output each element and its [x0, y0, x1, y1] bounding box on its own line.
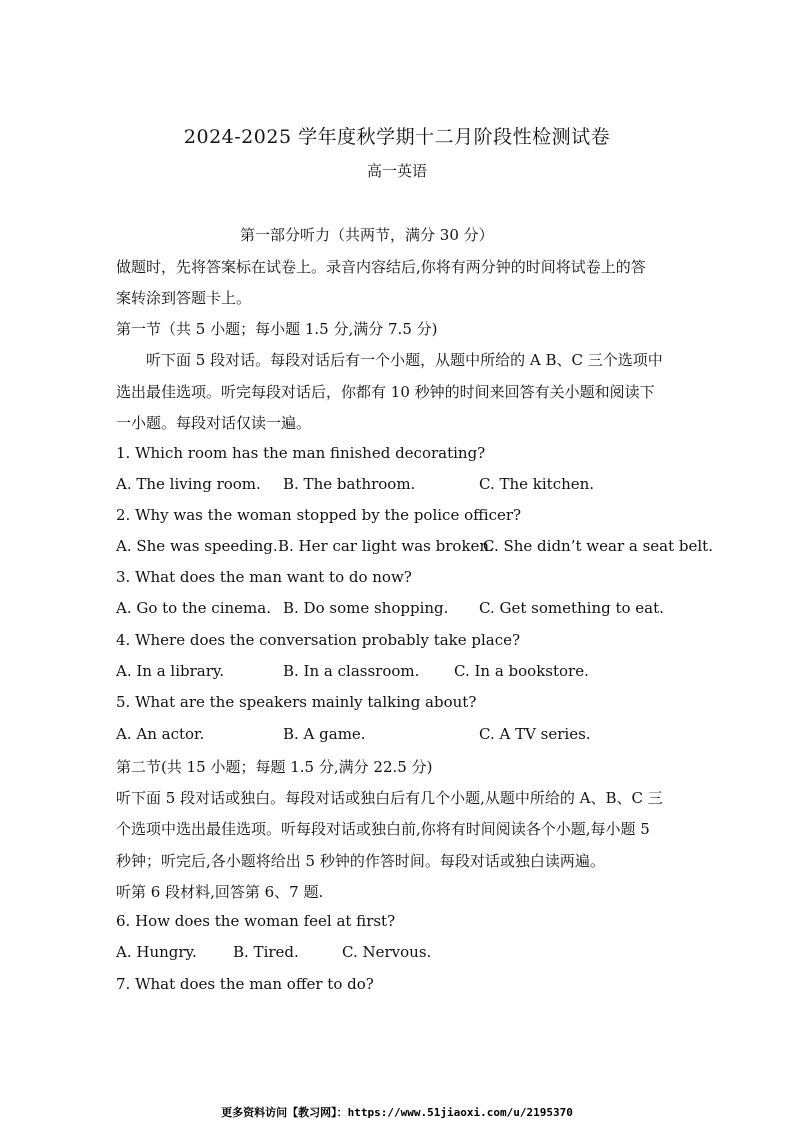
- section-two-heading: 第二节(共 15 小题；每题 1.5 分,满分 22.5 分): [116, 758, 433, 776]
- question-5: 5. What are the speakers mainly talking about?: [116, 693, 477, 711]
- question-4-option-c: C. In a bookstore.: [454, 662, 589, 680]
- intro-line-1: 做题时，先将答案标在试卷上。录音内容结后,你将有两分钟的时间将试卷上的答: [116, 258, 646, 276]
- section-two-instruction-2: 个选项中选出最佳选项。听每段对话或独白前,你将有时间阅读各个小题,每小题 5: [116, 820, 650, 838]
- question-1-option-b: B. The bathroom.: [283, 475, 416, 493]
- question-6-option-c: C. Nervous.: [342, 943, 432, 961]
- question-5-option-b: B. A game.: [283, 725, 366, 743]
- exam-title: 2024-2025 学年度秋学期十二月阶段性检测试卷: [183, 126, 611, 148]
- question-1: 1. Which room has the man finished decorating?: [116, 444, 486, 462]
- part-one-heading: 第一部分听力（共两节，满分 30 分）: [240, 226, 494, 244]
- question-7: 7. What does the man offer to do?: [116, 975, 374, 993]
- question-4-option-a: A. In a library.: [116, 662, 225, 680]
- question-2-option-a: A. She was speeding.: [116, 537, 278, 555]
- material-note: 听第 6 段材料,回答第 6、7 题.: [116, 883, 324, 901]
- section-one-instruction-2: 选出最佳选项。听完每段对话后，你都有 10 秒钟的时间来回答有关小题和阅读下: [116, 383, 655, 401]
- section-two-instruction-3: 秒钟；听完后,各小题将给出 5 秒钟的作答时间。每段对话或独白读两遍。: [116, 852, 605, 870]
- question-2: 2. Why was the woman stopped by the police officer?: [116, 506, 522, 524]
- section-one-instruction-3: 一小题。每段对话仅读一遍。: [116, 414, 312, 432]
- question-3-option-a: A. Go to the cinema.: [116, 599, 271, 617]
- question-1-option-a: A. The living room.: [116, 475, 261, 493]
- question-3-option-b: B. Do some shopping.: [283, 599, 449, 617]
- question-3: 3. What does the man want to do now?: [116, 568, 412, 586]
- question-4-option-b: B. In a classroom.: [283, 662, 420, 680]
- question-3-option-c: C. Get something to eat.: [479, 599, 664, 617]
- question-2-option-c: C. She didn’t wear a seat belt.: [483, 537, 713, 555]
- question-5-option-a: A. An actor.: [116, 725, 205, 743]
- question-6-option-b: B. Tired.: [233, 943, 299, 961]
- question-6-option-a: A. Hungry.: [116, 943, 197, 961]
- footer-resource-link[interactable]: 更多资料访问【教习网】：https://www.51jiaoxi.com/u/2195370: [221, 1106, 573, 1119]
- question-2-option-b: B. Her car light was broken.: [278, 537, 494, 555]
- question-5-option-c: C. A TV series.: [479, 725, 591, 743]
- exam-subject: 高一英语: [366, 162, 427, 180]
- question-4: 4. Where does the conversation probably take place?: [116, 631, 521, 649]
- question-1-option-c: C. The kitchen.: [479, 475, 595, 493]
- question-6: 6. How does the woman feel at first?: [116, 912, 396, 930]
- section-two-instruction-1: 听下面 5 段对话或独白。每段对话或独白后有几个小题,从题中所给的 A、B、C 三: [116, 789, 663, 807]
- intro-line-2: 案转涂到答题卡上。: [116, 289, 252, 307]
- section-one-instruction-1: 听下面 5 段对话。每段对话后有一个小题，从题中所给的 A B、C 三个选项中: [146, 351, 663, 369]
- section-one-heading: 第一节（共 5 小题；每小题 1.5 分,满分 7.5 分): [116, 320, 438, 338]
